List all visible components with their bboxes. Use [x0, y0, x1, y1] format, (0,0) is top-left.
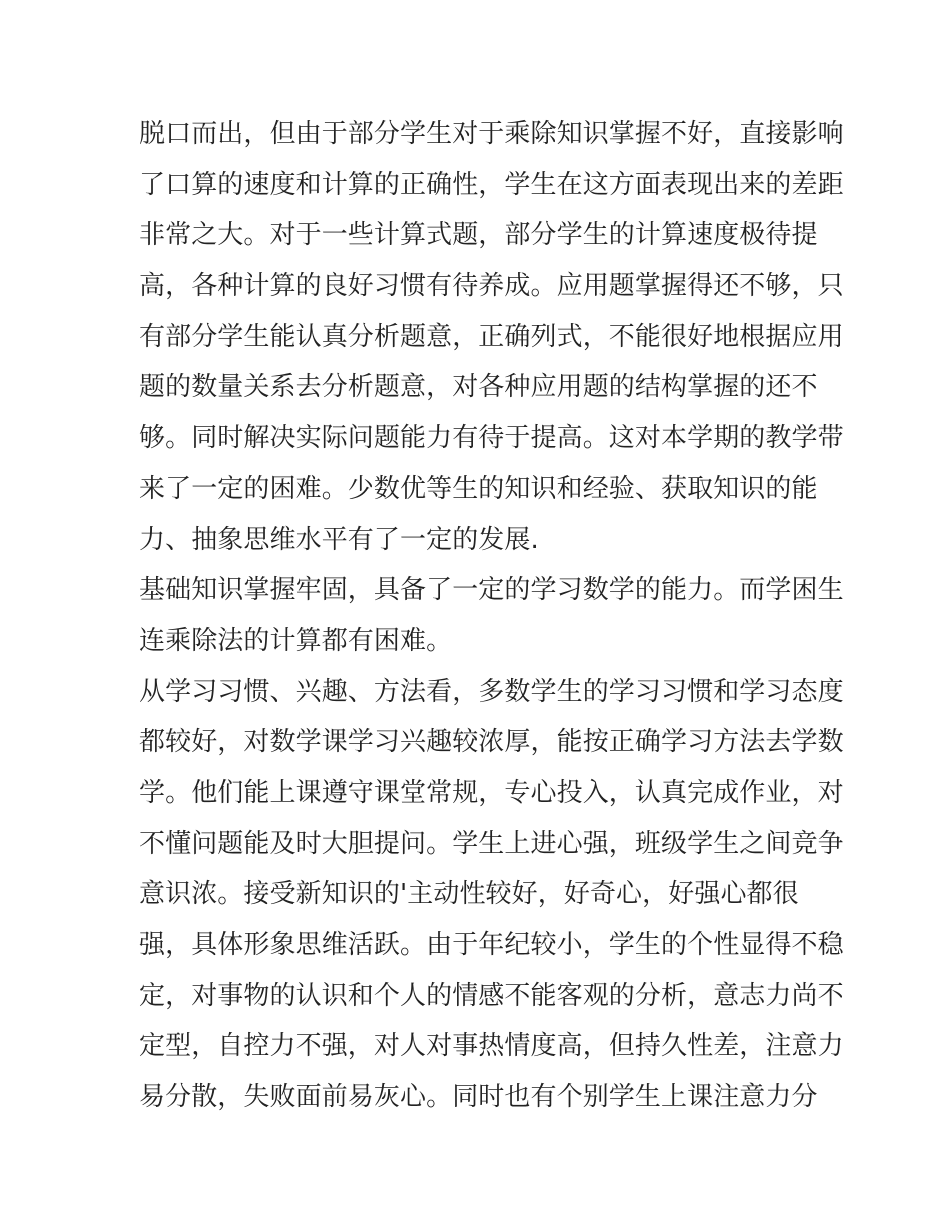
text-line: 够。同时解决实际问题能力有待于提高。这对本学期的教学带	[139, 423, 844, 454]
text-line: 易分散，失败面前易灰心。同时也有个别学生上课注意力分	[139, 1082, 818, 1113]
text-line: 了口算的速度和计算的正确性，学生在这方面表现出来的差距	[139, 169, 844, 200]
text-line: 脱口而出，但由于部分学生对于乘除知识掌握不好，直接影响	[139, 119, 844, 149]
text-line: 有部分学生能认真分析题意，正确列式，不能很好地根据应用	[139, 321, 844, 352]
text-line: 连乘除法的计算都有困难。	[139, 625, 453, 656]
text-line: 定，对事物的认识和个人的情感不能客观的分析，意志力尚不	[139, 980, 844, 1011]
text-line: 不懂问题能及时大胆提问。学生上进心强，班级学生之间竞争	[139, 828, 844, 859]
text-line: 基础知识掌握牢固，具备了一定的学习数学的能力。而学困生	[139, 575, 844, 606]
document-body	[139, 109, 844, 1123]
text-line: 力、抽象思维水平有了一定的发展.	[139, 524, 539, 555]
text-line: 题的数量关系去分析题意，对各种应用题的结构掌握的还不	[139, 372, 818, 403]
text-line: 高，各种计算的良好习惯有待养成。应用题掌握得还不够，只	[139, 271, 844, 302]
text-line: 强，具体形象思维活跃。由于年纪较小，学生的个性显得不稳	[139, 930, 844, 960]
text-line: 从学习习惯、兴趣、方法看，多数学生的学习习惯和学习态度	[139, 676, 844, 707]
text-line: 意识浓。接受新知识的'主动性较好，好奇心，好强心都很	[139, 879, 799, 910]
text-line: 都较好，对数学课学习兴趣较浓厚，能按正确学习方法去学数	[139, 727, 844, 758]
text-line: 来了一定的困难。少数优等生的知识和经验、获取知识的能	[139, 473, 818, 504]
text-line: 定型，自控力不强，对人对事热情度高，但持久性差，注意力	[139, 1031, 844, 1062]
text-line: 学。他们能上课遵守课堂常规，专心投入，认真完成作业，对	[139, 777, 844, 808]
text-line: 非常之大。对于一些计算式题，部分学生的计算速度极待提	[139, 220, 818, 251]
